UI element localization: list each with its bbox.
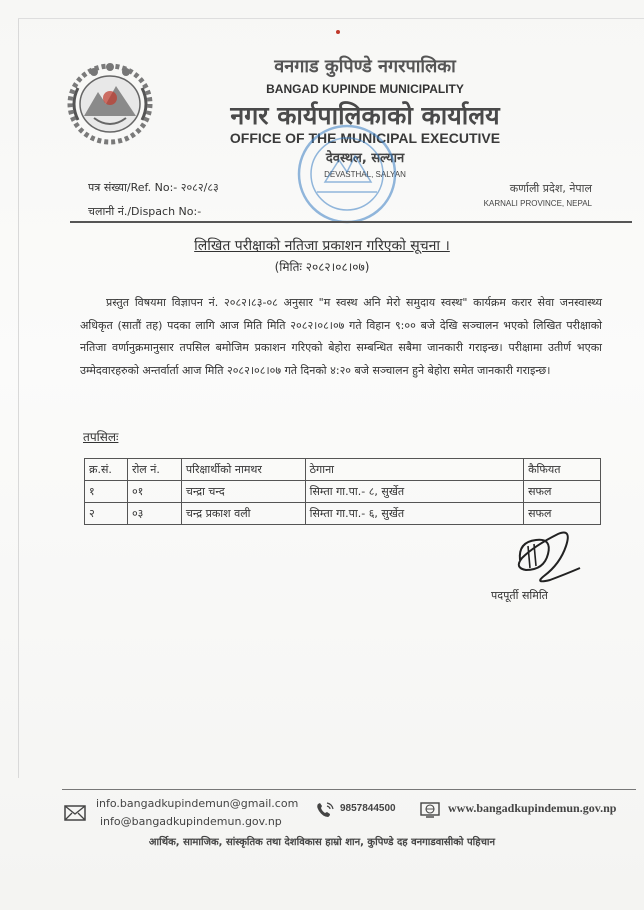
phone-icon xyxy=(314,800,336,820)
table-cell: चन्द्र प्रकाश वली xyxy=(181,503,305,525)
table-cell: ०१ xyxy=(127,481,181,503)
column-header: परिक्षार्थीको नामथर xyxy=(181,459,305,481)
notice-title xyxy=(0,236,644,255)
table-cell: चन्द्रा चन्द xyxy=(181,481,305,503)
location-nepali: देवस्थल, सल्यान xyxy=(325,151,405,166)
results-table xyxy=(84,458,601,525)
details-heading: तपसिलः xyxy=(83,430,119,444)
nepal-emblem-icon xyxy=(64,58,156,150)
municipality-name-english: BANGAD KUPINDE MUNICIPALITY xyxy=(266,82,464,96)
table-cell: सिम्ता गा.पा.- ६, सुर्खेत xyxy=(305,503,523,525)
table-cell: ०३ xyxy=(127,503,181,525)
email-secondary[interactable]: info@bangadkupindemun.gov.np xyxy=(100,815,282,828)
footer-divider xyxy=(62,789,636,790)
notice-body xyxy=(80,292,602,382)
province-english: KARNALI PROVINCE, NEPAL xyxy=(483,199,592,208)
office-name-english: OFFICE OF THE MUNICIPAL EXECUTIVE xyxy=(229,130,501,146)
globe-monitor-icon xyxy=(420,802,440,818)
table-cell: सिम्ता गा.पा.- ८, सुर्खेत xyxy=(305,481,523,503)
column-header: कैफियत xyxy=(524,459,601,481)
office-stamp-icon xyxy=(295,122,400,227)
mail-icon xyxy=(64,805,86,821)
table-header-row xyxy=(85,459,601,481)
reference-number: पत्र संख्या/Ref. No:- २०८२/८३ xyxy=(88,181,219,194)
footer-slogan: आर्थिक, सामाजिक, सांस्कृतिक तथा देशविकास हाम्रो शान, कुपिण्डे दह वनगाडवासीको पहिचान xyxy=(148,837,496,848)
table-cell: २ xyxy=(85,503,128,525)
signature-icon xyxy=(500,520,590,592)
dispatch-number: चलानी नं./Dispach No:- xyxy=(88,205,202,218)
column-header: क्र.सं. xyxy=(85,459,128,481)
table-cell: सफल xyxy=(524,503,601,525)
paper-edge xyxy=(18,18,19,778)
notice-paragraph: प्रस्तुत विषयमा विज्ञापन नं. २०८२।८३-०८ अनुसार "म स्वस्थ अनि मेरो समुदाय स्वस्थ" कार्यक्रम करार सेवा जनस्वास्थ्य अधिकृत (सातौं तह) पदका लागि आज मिति मिति २०८२।०८।०७ गते विहान ९:०० बजे देखि सञ्चालन भएको लिखित परीक्षाको नतिजा वर्णानुक्रमानुसार तपसिल बमोजिम प्रकाशन गरिएको बेहोरा सम्बन्धित सबैमा जानकारी गराइन्छ। परीक्षामा उतीर्ण भएका उम्मेदवारहरुको अन्तर्वार्ता आज मिति २०८२।०८।०७ गते दिनको ४:२० बजे सञ्चालन हुने बेहोरा समेत जानकारी गराइन्छ। xyxy=(80,296,602,377)
municipality-name-nepali: वनगाड कुपिण्डे नगरपालिका xyxy=(274,56,456,77)
notice-title-text: लिखित परीक्षाको नतिजा प्रकाशन गरिएको सूचना । xyxy=(194,238,450,254)
header-divider xyxy=(70,221,632,223)
office-name-nepali: नगर कार्यपालिकाको कार्यालय xyxy=(230,101,500,130)
paper-edge xyxy=(18,18,644,19)
signatory-title: पदपूर्ती समिति xyxy=(491,589,548,602)
column-header: रोल नं. xyxy=(127,459,181,481)
table-cell: सफल xyxy=(524,481,601,503)
email-primary[interactable]: info.bangadkupindemun@gmail.com xyxy=(96,797,299,810)
table-cell: १ xyxy=(85,481,128,503)
column-header: ठेगाना xyxy=(305,459,523,481)
notice-date: (मितिः २०८२।०८।०७) xyxy=(274,260,370,274)
location-english: DEVASTHAL, SALYAN xyxy=(324,170,406,179)
table-row xyxy=(85,481,601,503)
website-link[interactable]: www.bangadkupindemun.gov.np xyxy=(448,801,617,815)
phone-number[interactable]: 9857844500 xyxy=(340,803,396,814)
province-nepali: कर्णाली प्रदेश, नेपाल xyxy=(509,182,592,195)
punch-mark xyxy=(336,30,340,34)
